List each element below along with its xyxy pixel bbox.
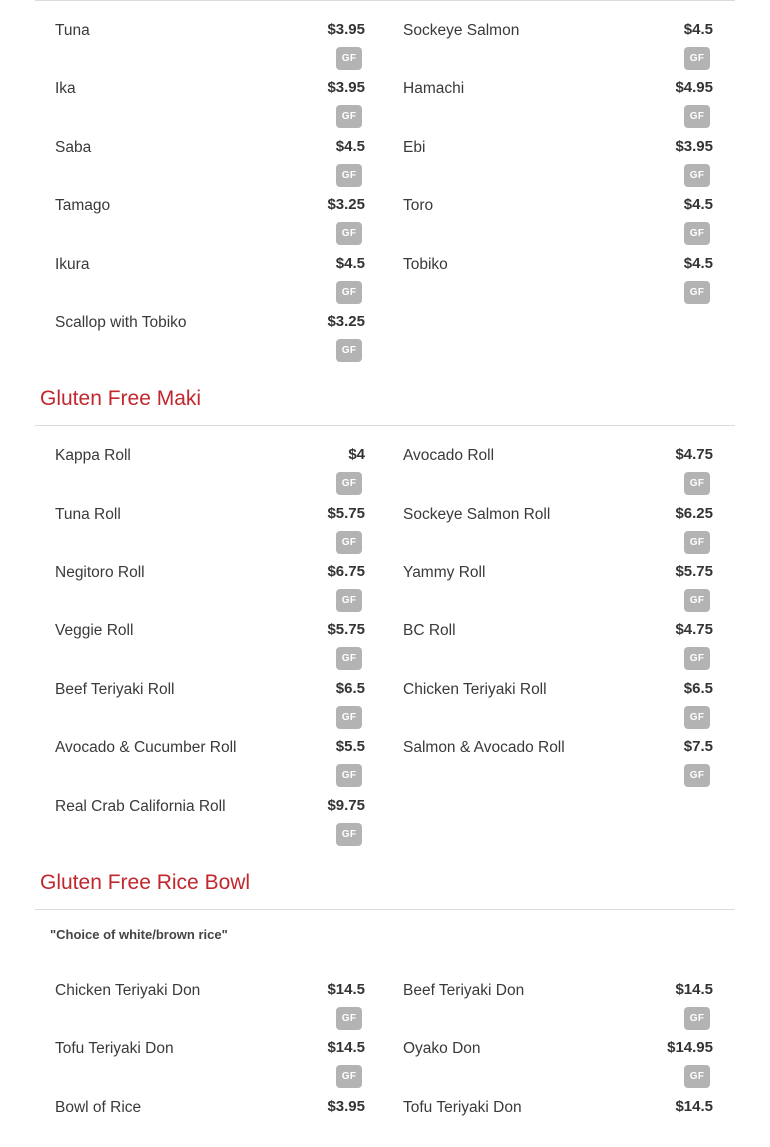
item-name: Bowl of Rice (55, 1099, 142, 1116)
section-title-gluten-free-maki: Gluten Free Maki (40, 387, 202, 410)
item-price: $5.75 (675, 563, 713, 580)
item-price: $6.75 (327, 563, 365, 580)
gluten-free-badge: GF (684, 105, 710, 128)
gluten-free-badge: GF (336, 764, 362, 787)
item-price: $3.95 (327, 79, 365, 96)
item-name: Tuna Roll (55, 506, 121, 523)
menu-item-tuna-roll[interactable] (55, 502, 365, 554)
menu-item-kappa-roll[interactable] (55, 443, 365, 495)
menu-item-scallop-with-tobiko[interactable] (55, 310, 365, 362)
menu-item-veggie-roll[interactable] (55, 618, 365, 670)
item-name: Beef Teriyaki Don (403, 982, 525, 999)
gluten-free-badge: GF (684, 281, 710, 304)
gluten-free-badge: GF (336, 281, 362, 304)
menu-item-yammy-roll[interactable] (403, 560, 713, 612)
item-name: Yammy Roll (403, 564, 486, 581)
item-name: Tobiko (403, 256, 448, 273)
item-name: Tofu Teriyaki Don (55, 1040, 174, 1057)
item-name: Tuna (55, 22, 90, 39)
section-note: "Choice of white/brown rice" (50, 927, 228, 942)
item-name: Negitoro Roll (55, 564, 145, 581)
menu-item-tofu-teriyaki-don-2[interactable] (403, 1095, 713, 1147)
menu-item-hamachi[interactable] (403, 76, 713, 128)
item-price: $3.25 (327, 313, 365, 330)
item-name: Sockeye Salmon (403, 22, 520, 39)
item-name: Avocado & Cucumber Roll (55, 739, 237, 756)
menu-item-sockeye-salmon-roll[interactable] (403, 502, 713, 554)
gluten-free-badge: GF (684, 647, 710, 670)
gluten-free-badge: GF (684, 531, 710, 554)
menu-item-avocado-roll[interactable] (403, 443, 713, 495)
menu-item-tuna[interactable] (55, 18, 365, 70)
gluten-free-badge: GF (684, 764, 710, 787)
item-price: $7.5 (683, 738, 713, 755)
gluten-free-badge: GF (336, 164, 362, 187)
menu-item-tobiko[interactable] (403, 252, 713, 304)
gluten-free-badge: GF (336, 706, 362, 729)
section-title-gluten-free-rice-bowl: Gluten Free Rice Bowl (40, 871, 251, 894)
item-price: $14.5 (327, 981, 365, 998)
section-divider (35, 0, 735, 1)
item-price: $5.5 (335, 738, 365, 755)
item-price: $14.5 (327, 1039, 365, 1056)
gluten-free-badge: GF (336, 531, 362, 554)
item-name: Tamago (55, 197, 111, 214)
gluten-free-badge: GF (684, 706, 710, 729)
menu-item-tofu-teriyaki-don[interactable] (55, 1036, 365, 1088)
item-price: $9.75 (327, 797, 365, 814)
item-name: Scallop with Tobiko (55, 314, 187, 331)
item-price: $4.75 (675, 621, 713, 638)
item-name: Kappa Roll (55, 447, 131, 464)
item-name: Hamachi (403, 80, 465, 97)
item-name: Veggie Roll (55, 622, 134, 639)
item-name: Tofu Teriyaki Don (403, 1099, 522, 1116)
menu-item-chicken-teriyaki-don[interactable] (55, 978, 365, 1030)
menu-item-ika[interactable] (55, 76, 365, 128)
item-price: $6.5 (683, 680, 713, 697)
item-name: Saba (55, 139, 92, 156)
gluten-free-badge: GF (336, 589, 362, 612)
item-price: $3.25 (327, 196, 365, 213)
item-name: Ikura (55, 256, 90, 273)
item-name: Avocado Roll (403, 447, 495, 464)
menu-item-avocado-cucumber-roll[interactable] (55, 735, 365, 787)
gluten-free-badge: GF (684, 47, 710, 70)
item-name: Chicken Teriyaki Roll (403, 681, 547, 698)
menu-item-saba[interactable] (55, 135, 365, 187)
menu-item-salmon-avocado-roll[interactable] (403, 735, 713, 787)
item-price: $6.25 (675, 505, 713, 522)
menu-item-tamago[interactable] (55, 193, 365, 245)
menu-item-real-crab-california-roll[interactable] (55, 794, 365, 846)
item-price: $5.75 (327, 505, 365, 522)
item-name: Beef Teriyaki Roll (55, 681, 175, 698)
menu-item-sockeye-salmon[interactable] (403, 18, 713, 70)
item-name: Sockeye Salmon Roll (403, 506, 551, 523)
menu-item-bowl-of-rice[interactable] (55, 1095, 365, 1147)
gluten-free-badge: GF (336, 1065, 362, 1088)
gluten-free-badge: GF (336, 105, 362, 128)
item-price: $4.5 (683, 196, 713, 213)
item-name: Chicken Teriyaki Don (55, 982, 201, 999)
item-price: $14.5 (675, 981, 713, 998)
item-name: Oyako Don (403, 1040, 481, 1057)
item-price: $5.75 (327, 621, 365, 638)
item-price: $3.95 (327, 1098, 365, 1115)
item-price: $4.5 (683, 21, 713, 38)
item-price: $4.5 (335, 255, 365, 272)
item-price: $4.75 (675, 446, 713, 463)
item-name: Salmon & Avocado Roll (403, 739, 565, 756)
menu-item-bc-roll[interactable] (403, 618, 713, 670)
gluten-free-badge: GF (336, 339, 362, 362)
menu-item-chicken-teriyaki-roll[interactable] (403, 677, 713, 729)
item-price: $3.95 (675, 138, 713, 155)
menu-item-ebi[interactable] (403, 135, 713, 187)
gluten-free-badge: GF (684, 222, 710, 245)
gluten-free-badge: GF (684, 589, 710, 612)
item-name: Ika (55, 80, 76, 97)
gluten-free-badge: GF (336, 47, 362, 70)
item-name: BC Roll (403, 622, 456, 639)
menu-item-oyako-don[interactable] (403, 1036, 713, 1088)
gluten-free-badge: GF (336, 647, 362, 670)
gluten-free-badge: GF (336, 222, 362, 245)
gluten-free-badge: GF (684, 164, 710, 187)
item-price: $14.95 (667, 1039, 713, 1056)
item-name: Ebi (403, 139, 426, 156)
item-price: $4.5 (335, 138, 365, 155)
menu-item-toro[interactable] (403, 193, 713, 245)
menu-item-negitoro-roll[interactable] (55, 560, 365, 612)
gluten-free-badge: GF (336, 1007, 362, 1030)
item-name: Real Crab California Roll (55, 798, 226, 815)
item-price: $4 (348, 446, 365, 463)
gluten-free-badge: GF (684, 1065, 710, 1088)
section-divider (35, 425, 735, 426)
item-name: Toro (403, 197, 434, 214)
gluten-free-badge: GF (684, 472, 710, 495)
menu-item-beef-teriyaki-roll[interactable] (55, 677, 365, 729)
gluten-free-badge: GF (684, 1007, 710, 1030)
menu-item-ikura[interactable] (55, 252, 365, 304)
item-price: $6.5 (335, 680, 365, 697)
item-price: $3.95 (327, 21, 365, 38)
section-divider (35, 909, 735, 910)
gluten-free-badge: GF (336, 823, 362, 846)
item-price: $14.5 (675, 1098, 713, 1115)
item-price: $4.5 (683, 255, 713, 272)
menu-item-beef-teriyaki-don[interactable] (403, 978, 713, 1030)
gluten-free-badge: GF (336, 472, 362, 495)
item-price: $4.95 (675, 79, 713, 96)
